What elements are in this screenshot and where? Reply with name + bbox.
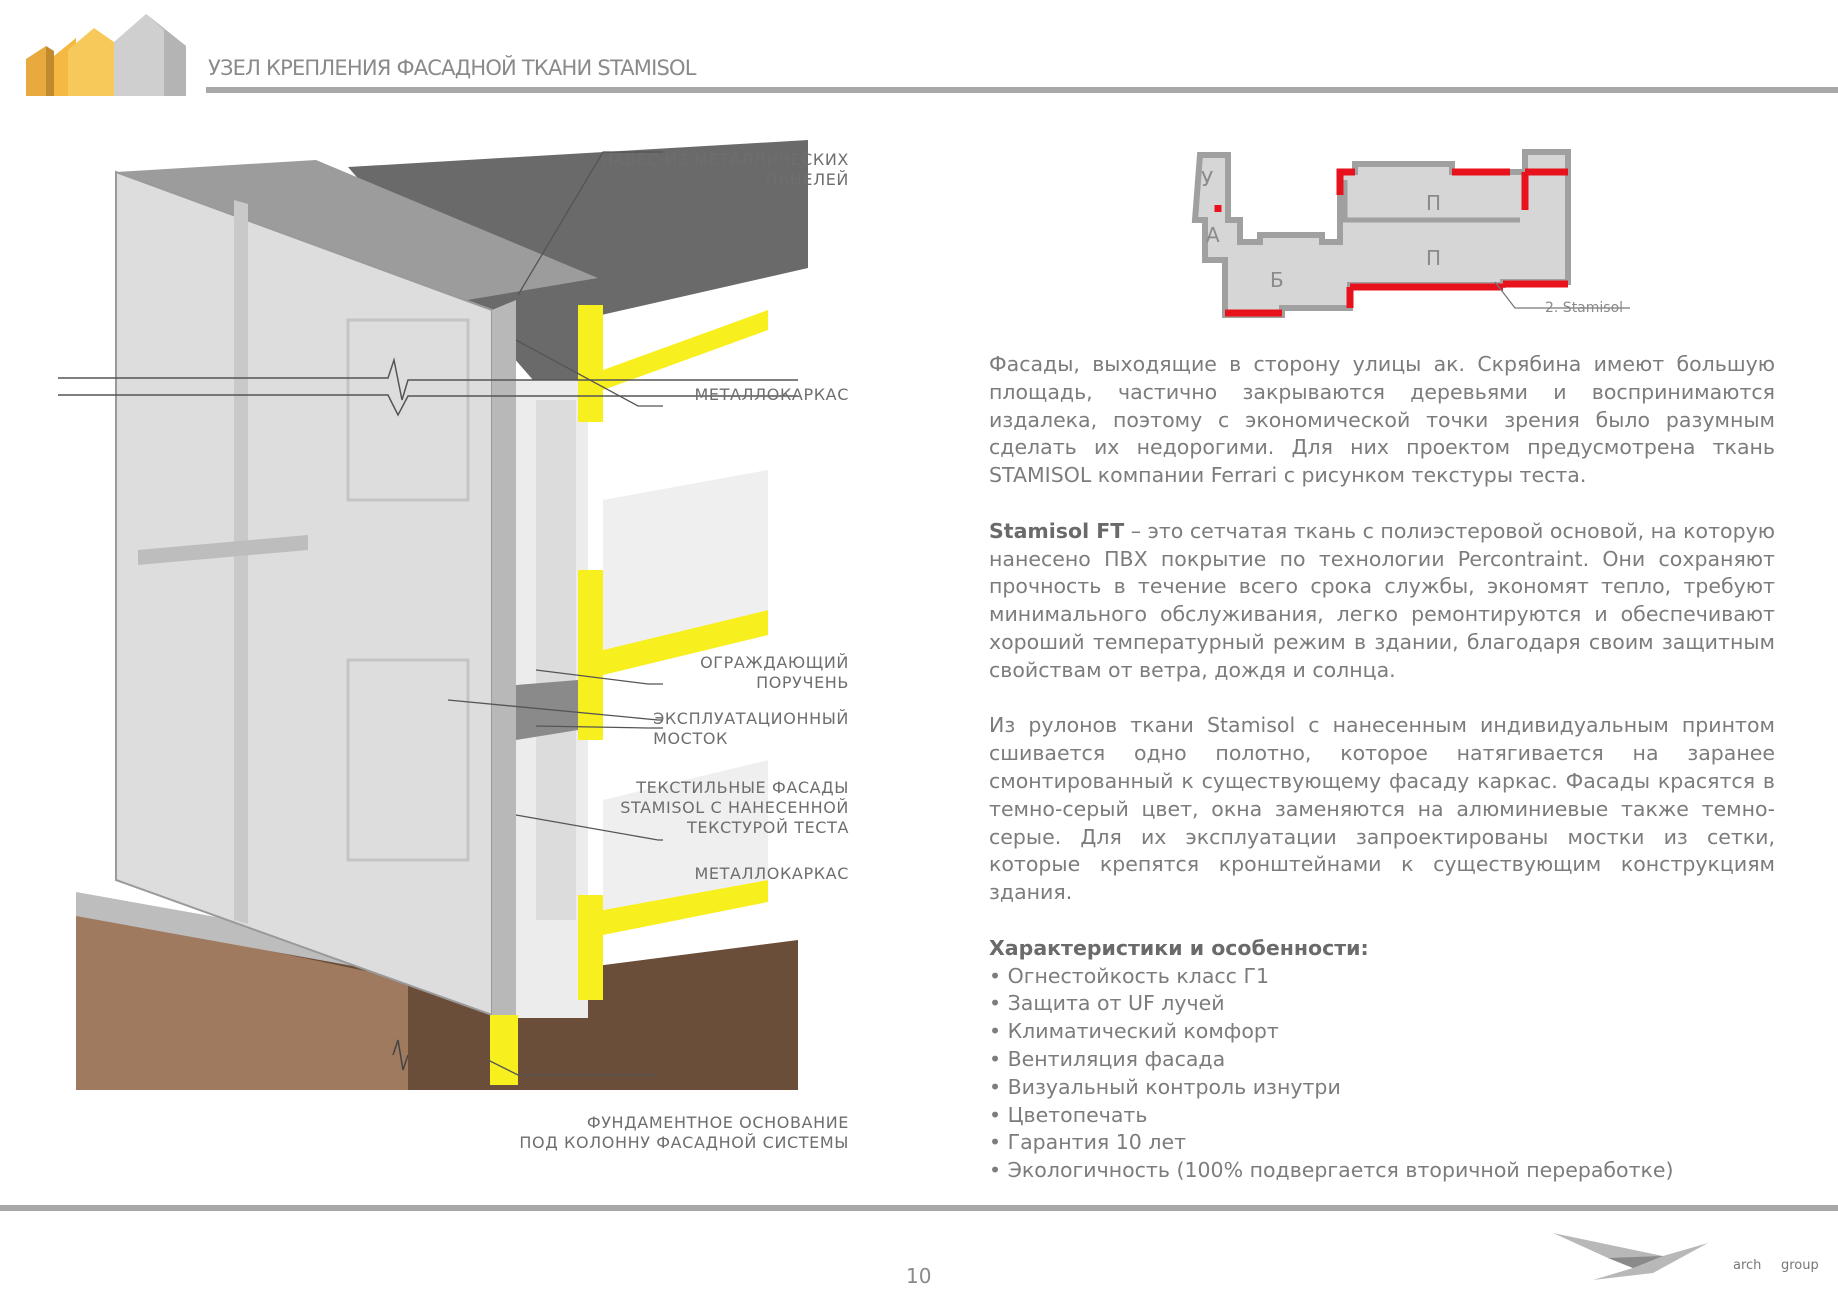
callout-foundation: ФУНДАМЕНТНОЕ ОСНОВАНИЕ ПОД КОЛОННУ ФАСАДНОЙ СИСТЕМЫ: [519, 1113, 849, 1152]
feature-item: • Защита от UF лучей: [989, 991, 1225, 1016]
window-column: [536, 400, 576, 920]
arch-group-logo: [1548, 1228, 1728, 1288]
paragraph-installation: Из рулонов ткани Stamisol с нанесенным индивидуальным принтом сшивается одно полотно, которое натягивается на заранее смонтированный к существующему фасаду каркас. Фасады красятся в темно-серый цвет, окна заменяются на алюминиевые также темно-серые. Для их эксплуатации запроектированы мостки из сетки, которые крепятся кронштейнами к существующим конструкциям здания.: [989, 713, 1775, 905]
callout-maintenance-bridge: ЭКСПЛУАТАЦИОННЫЙ МОСТОК: [653, 709, 849, 748]
feature-item: • Гарантия 10 лет: [989, 1130, 1187, 1155]
callout-textile-facade: ТЕКСТИЛЬНЫЕ ФАСАДЫ STAMISOL С НАНЕСЕННОЙ ТЕКСТУРОЙ ТЕСТА: [620, 778, 849, 837]
textile-facade-panel: [116, 172, 492, 1015]
plan-label-b: Б: [1270, 268, 1284, 292]
callout-handrail: ОГРАЖДАЮЩИЙ ПОРУЧЕНЬ: [700, 653, 849, 692]
plan-label-u: У: [1201, 167, 1214, 191]
header-divider: [206, 87, 1838, 93]
feature-item: • Экологичность (100% подвергается вторичной переработке): [989, 1158, 1674, 1183]
facade-edge: [492, 300, 516, 1020]
features-list: [989, 963, 1775, 1185]
description-text: [989, 351, 1775, 1185]
facade-section-drawing: [58, 140, 858, 1100]
plan-label-a: А: [1206, 223, 1220, 247]
brand-text-group: group: [1781, 1258, 1819, 1273]
page-number: 10: [906, 1264, 932, 1288]
foundation-column: [490, 1015, 518, 1085]
callout-metal-frame-upper: МЕТАЛЛОКАРКАС: [694, 385, 849, 404]
brand-text-arch: arch: [1733, 1258, 1762, 1273]
feature-item: • Цветопечать: [989, 1102, 1148, 1127]
feature-item: • Огнестойкость класс Г1: [989, 963, 1269, 988]
plan-label-p1: П: [1426, 191, 1442, 215]
feature-item: • Вентиляция фасада: [989, 1046, 1226, 1071]
callout-metal-frame-lower: МЕТАЛЛОКАРКАС: [694, 864, 849, 883]
plan-label-p2: П: [1426, 246, 1442, 270]
feature-item: • Климатический комфорт: [989, 1019, 1279, 1044]
paragraph-intro: Фасады, выходящие в сторону улицы ак. Скрябина имеют большую площадь, частично закрываются деревьями и воспринимаются издалека, поэтому с экономической точки зрения было разумным сделать их недорогими. Для них проектом предусмотрена ткань STAMISOL компании Ferrari с рисунком текстуры теста.: [989, 352, 1775, 488]
paragraph-stamisol: Stamisol FT – это сетчатая ткань с полиэстеровой основой, на которую нанесено ПВХ покрытие по технологии Percontraint. Они сохраняют прочность в течение всего срока службы, экономят тепло, требуют минимального обслуживания, легко ремонтируются и обеспечивают хороший температурный режим в здании, благодаря своим защитным свойствам от ветра, дождя и солнца.: [989, 518, 1775, 682]
footer-divider: [0, 1205, 1838, 1211]
callout-canopy: НАВЕС ИЗ МЕТАЛЛИЧЕСКИХ ПАНЕЛЕЙ: [600, 150, 849, 189]
facade-seam: [234, 200, 248, 924]
company-logo: [26, 14, 196, 100]
floor-plan-diagram: [1190, 150, 1624, 330]
stamisol-product-name: Stamisol FT: [989, 518, 1125, 543]
features-title: Характеристики и особенности:: [989, 935, 1369, 960]
plan-callout-stamisol: 2. Stamisol: [1545, 300, 1624, 316]
page-title: УЗЕЛ КРЕПЛЕНИЯ ФАСАДНОЙ ТКАНИ STAMISOL: [208, 56, 696, 80]
feature-item: • Визуальный контроль изнутри: [989, 1074, 1341, 1099]
